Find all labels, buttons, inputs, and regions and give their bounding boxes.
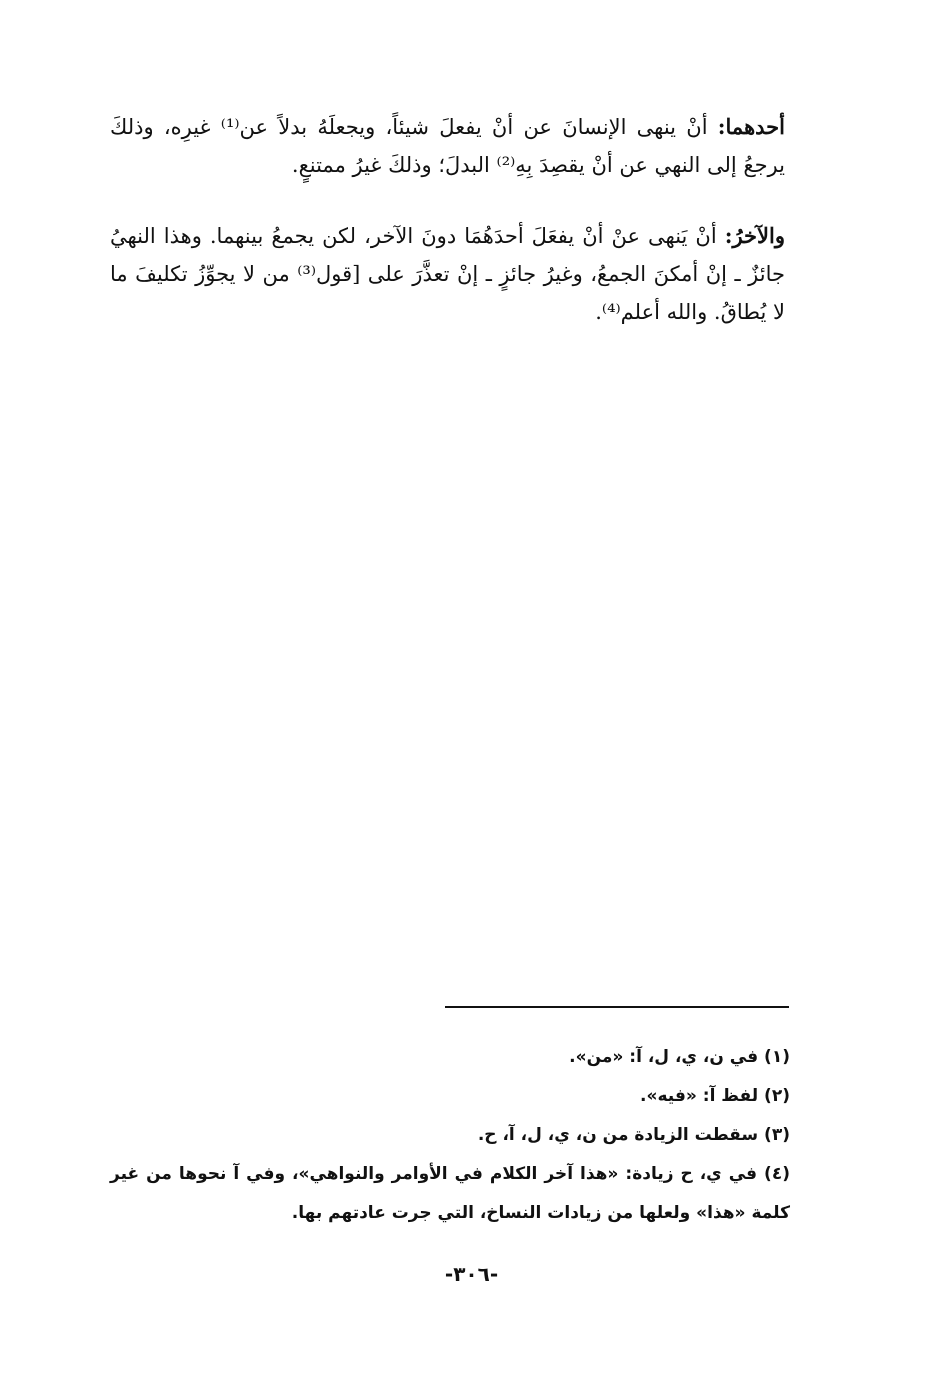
paragraph-lead: والآخرُ: <box>724 223 785 248</box>
footnote-item: (٣) سقطت الزيادة من ن، ي، ل، آ، ح. <box>477 1125 790 1145</box>
footnote-divider <box>445 1006 789 1008</box>
footnote-item: (٢) لفظ آ: «فيه». <box>640 1086 790 1106</box>
footnote-item: (٤) في ي، ح زيادة: «هذا آخر الكلام في الأوامر والنواهي»، وفي آ نحوها من غير كلمة «هذا» ولعلها من زيادات النساخ، التي جرت عادتهم بها. <box>110 1164 790 1223</box>
paragraph-text: أنْ يَنهى عنْ أنْ يفعَلَ أحدَهُمَا دونَ الآخر، لكن يجمعُ بينهما. وهذا النهيُ جائزٌ ـ إنْ أمكنَ الجمعُ، وغيرُ جائزٍ ـ إنْ تعذَّرَ على [قول⁽³⁾ من لا يجوِّزُ تكليفَ ما لا يُطاقُ. والله أعلم⁽⁴⁾. <box>110 224 785 324</box>
footnote-item: (١) في ن، ي، ل، آ: «من». <box>569 1047 790 1067</box>
footnotes <box>110 1038 790 1233</box>
paragraph-second <box>110 217 785 331</box>
paragraph-first <box>110 108 785 184</box>
paragraph-text: أنْ ينهى الإنسانَ عن أنْ يفعلَ شيئاً، ويجعلَهُ بدلاً عن⁽¹⁾ غيرِه، وذلكَ يرجعُ إلى النهي عن أنْ يقصِدَ بِهِ⁽²⁾ البدلَ؛ وذلكَ غيرُ ممتنعٍ. <box>110 115 785 177</box>
page-number: -٣٠٦- <box>444 1262 499 1286</box>
paragraph-lead: أحدهما: <box>717 114 785 139</box>
